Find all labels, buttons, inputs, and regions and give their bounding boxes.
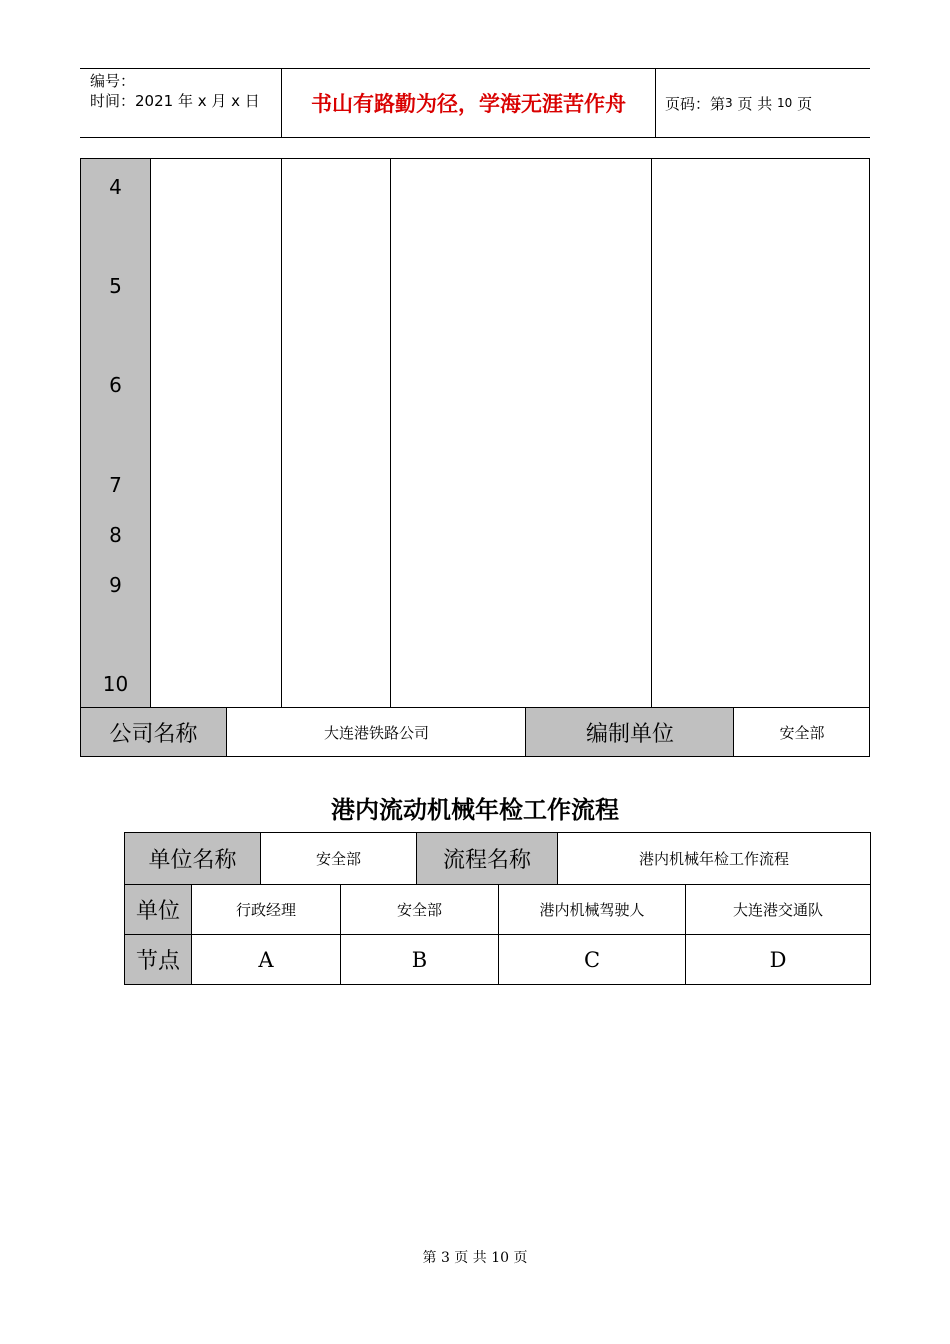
section-title: 港内流动机械年检工作流程 — [331, 796, 619, 824]
process-info-table — [124, 832, 871, 985]
column-divider — [281, 159, 282, 707]
column-divider — [651, 159, 652, 707]
step-number: 9 — [109, 573, 122, 597]
unit-row-label: 单位 — [125, 884, 191, 934]
node-cell-c: C — [498, 934, 685, 984]
unit-name-value: 安全部 — [260, 833, 416, 884]
page-footer: 第 3 页 共 10 页 — [422, 1250, 528, 1266]
unit-cell-a: 行政经理 — [191, 884, 340, 934]
node-cell-a: A — [191, 934, 340, 984]
step-number: 10 — [102, 672, 129, 696]
node-cell-d: D — [685, 934, 870, 984]
node-cell-b: B — [340, 934, 498, 984]
step-number: 4 — [109, 175, 122, 199]
step-number: 5 — [109, 274, 122, 298]
step-number-column — [81, 159, 151, 707]
number-label: 编号： — [90, 72, 136, 90]
page-header — [80, 68, 870, 138]
column-divider — [390, 159, 391, 707]
process-name-value: 港内机械年检工作流程 — [557, 833, 870, 884]
node-row-label: 节点 — [125, 934, 191, 984]
step-number: 6 — [109, 373, 122, 397]
page-indicator: 页码：第 3 页 共 10 页 — [665, 94, 813, 113]
unit-name-label: 单位名称 — [125, 833, 260, 884]
header-meta — [80, 69, 280, 137]
company-name-label: 公司名称 — [81, 708, 226, 756]
process-table-continued — [80, 158, 870, 757]
unit-cell-c: 港内机械驾驶人 — [498, 884, 685, 934]
compiler-unit-label: 编制单位 — [525, 708, 734, 756]
step-number: 7 — [109, 473, 122, 497]
unit-cell-b: 安全部 — [340, 884, 498, 934]
process-name-label: 流程名称 — [416, 833, 557, 884]
unit-cell-d: 大连港交通队 — [685, 884, 870, 934]
time-label: 时间：2021 年 x 月 x 日 — [90, 92, 260, 110]
motto: 书山有路勤为径，学海无涯苦作舟 — [281, 69, 656, 137]
company-name-value: 大连港铁路公司 — [226, 708, 526, 756]
step-number: 8 — [109, 523, 122, 547]
compiler-unit-value: 安全部 — [733, 708, 870, 756]
